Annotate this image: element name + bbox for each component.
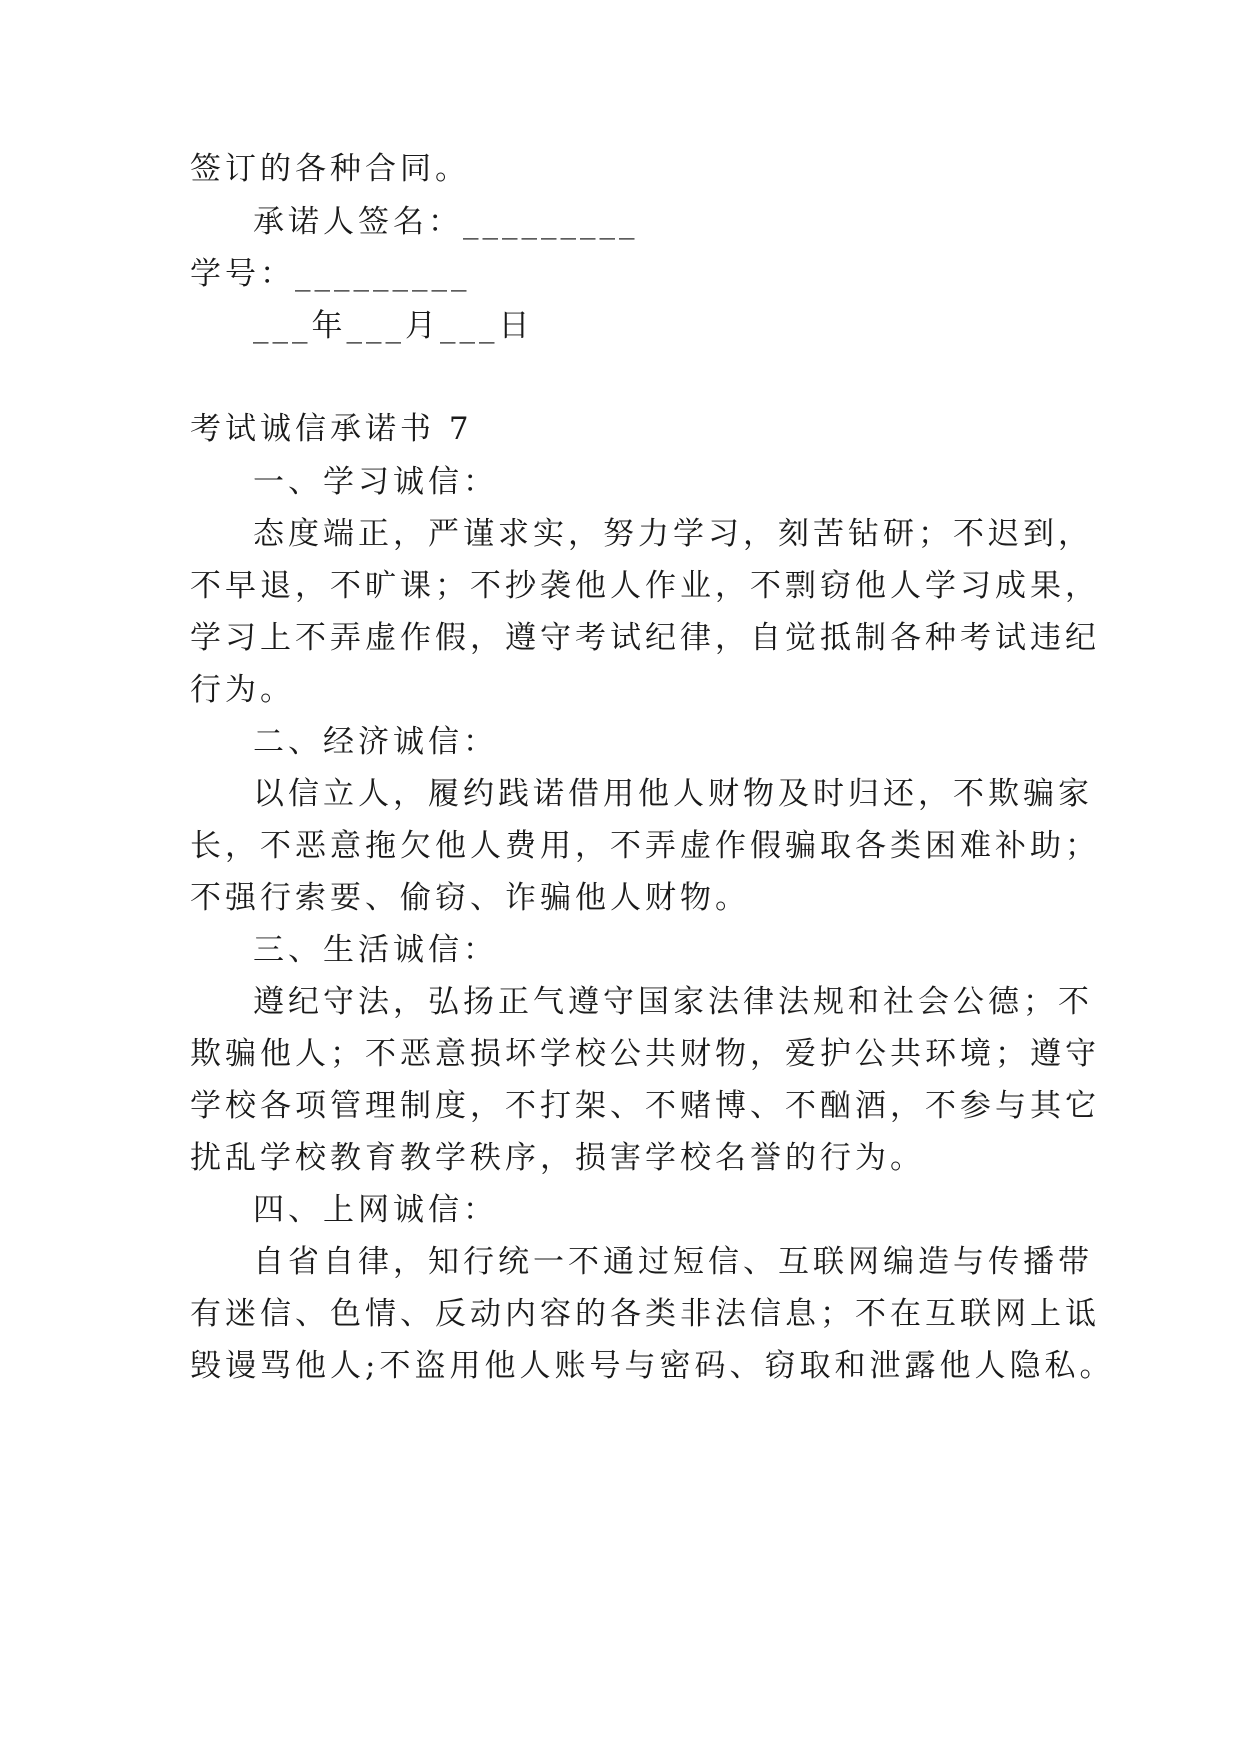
section-title: 考试诚信承诺书 7 — [190, 411, 473, 447]
paragraph-line: 毁谩骂他人;不盗用他人账号与密码、窃取和泄露他人隐私。 — [190, 1348, 1115, 1384]
paragraph-line: 态度端正，严谨求实，努力学习，刻苦钻研；不迟到， — [253, 516, 1093, 552]
paragraph-line: 长，不恶意拖欠他人费用，不弄虚作假骗取各类困难补助； — [190, 828, 1100, 864]
paragraph-line: 不早退，不旷课；不抄袭他人作业，不剽窃他人学习成果， — [190, 568, 1100, 604]
paragraph-line: 学习上不弄虚作假，遵守考试纪律，自觉抵制各种考试违纪 — [190, 620, 1100, 656]
date-line: ___年___月___日 — [253, 308, 534, 344]
paragraph-line: 扰乱学校教育教学秩序，损害学校名誉的行为。 — [190, 1140, 925, 1176]
heading-life: 三、生活诚信： — [253, 932, 498, 968]
heading-economy: 二、经济诚信： — [253, 724, 498, 760]
signature-line: 承诺人签名：_________ — [253, 204, 639, 240]
heading-study: 一、学习诚信： — [253, 464, 498, 500]
paragraph-line: 行为。 — [190, 672, 295, 708]
paragraph-line: 不强行索要、偷窃、诈骗他人财物。 — [190, 880, 750, 916]
paragraph-line: 学校各项管理制度，不打架、不赌博、不酗酒，不参与其它 — [190, 1088, 1100, 1124]
paragraph-line: 欺骗他人；不恶意损坏学校公共财物，爱护公共环境；遵守 — [190, 1036, 1100, 1072]
paragraph-line: 以信立人，履约践诺借用他人财物及时归还，不欺骗家 — [253, 776, 1093, 812]
paragraph-line: 有迷信、色情、反动内容的各类非法信息；不在互联网上诋 — [190, 1296, 1100, 1332]
student-id-line: 学号：_________ — [190, 256, 471, 292]
heading-internet: 四、上网诚信： — [253, 1192, 498, 1228]
text-line: 签订的各种合同。 — [190, 151, 470, 187]
paragraph-line: 自省自律，知行统一不通过短信、互联网编造与传播带 — [253, 1244, 1093, 1280]
paragraph-line: 遵纪守法，弘扬正气遵守国家法律法规和社会公德；不 — [253, 984, 1093, 1020]
